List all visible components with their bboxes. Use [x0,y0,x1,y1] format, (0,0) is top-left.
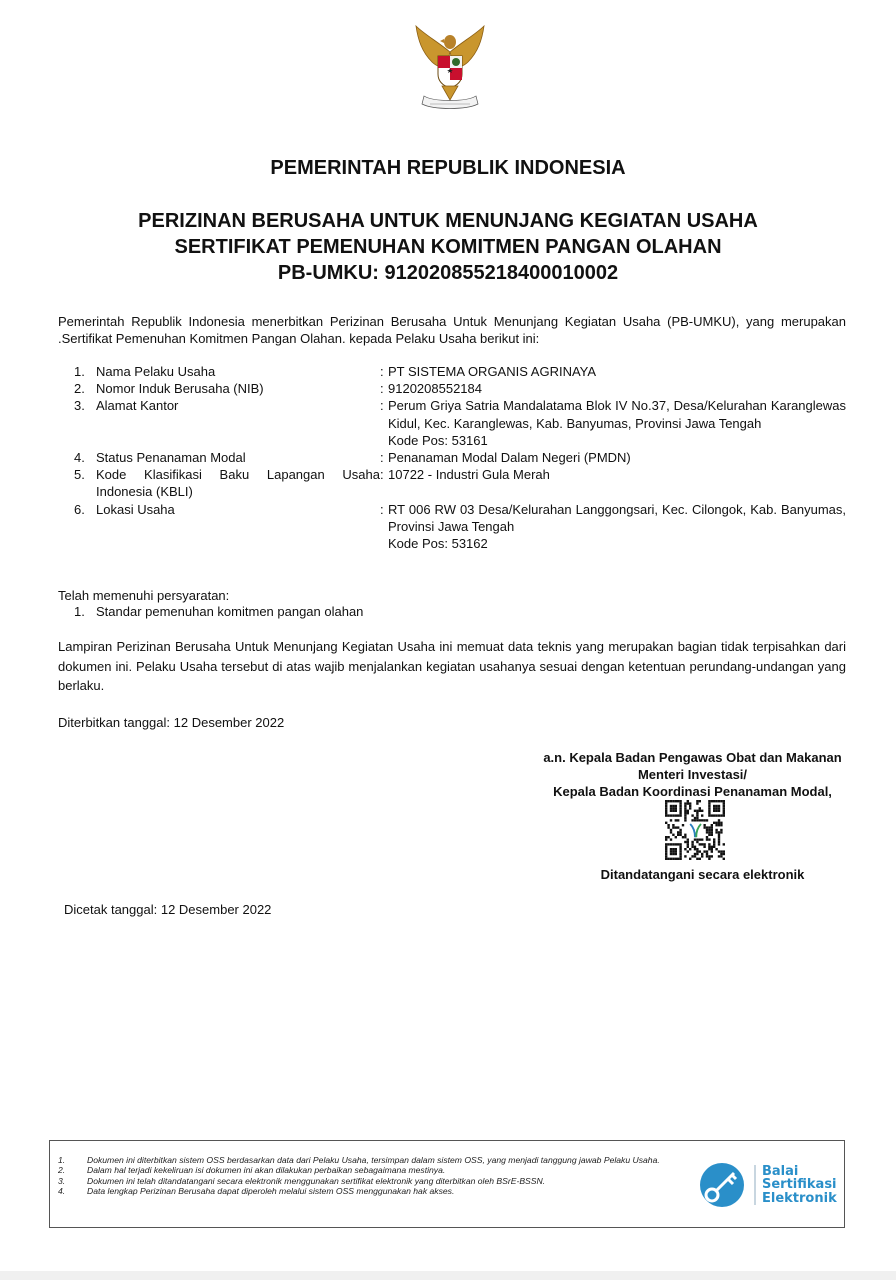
field-colon: : [380,364,384,379]
bsre-key-icon [698,1161,746,1209]
field-value-line: RT 006 RW 03 Desa/Kelurahan Langgongsari, Kec. Cilongok, Kab. Banyumas, Provinsi Jawa Tengah [388,501,846,534]
footer-notes [58,1155,698,1197]
bottom-bar [0,1271,896,1280]
field-value-line: Perum Griya Satria Mandalatama Blok IV No.37, Desa/Kelurahan Karanglewas Kidul, Kec. Karanglewas, Kab. Banyumas, Provinsi Jawa Tengah [388,398,846,431]
field-number: 1. [74,364,85,379]
field-label: Nomor Induk Berusaha (NIB) [96,381,264,397]
garuda-emblem-icon [410,22,490,114]
signature-line-3: Kepala Badan Koordinasi Penanaman Modal, [553,784,832,799]
field-row [58,501,846,553]
field-number: 3. [74,398,85,414]
field-value [388,501,846,553]
note-text: Dokumen ini telah ditandatangani secara elektronik menggunakan sertifikat elektronik yang diterbitkan oleh BSrE-BSSN. [87,1175,546,1186]
intro-paragraph: Pemerintah Republik Indonesia menerbitkan Perizinan Berusaha Untuk Menunjang Kegiatan Usaha (PB-UMKU), yang merupakan .Sertifikat Pemenuhan Komitmen Pangan Olahan. kepada Pelaku Usaha berikut ini: [58,314,846,346]
field-value-line: Penanaman Modal Dalam Negeri (PMDN) [388,450,631,466]
field-row [58,363,846,380]
requirement-text: Standar pemenuhan komitmen pangan olahan [96,604,364,619]
note-text: Data lengkap Perizinan Berusaha dapat diperoleh melalui sistem OSS menggunakan hak akses. [87,1186,455,1197]
field-number: 4. [74,450,85,466]
field-value [388,363,846,380]
field-value [388,466,846,500]
field-label: Kode Klasifikasi Baku Lapangan Usaha Indonesia (KBLI) [96,467,380,500]
field-value-line: Kode Pos: 53161 [388,432,488,448]
field-colon: : [380,467,384,483]
signature-line-1: a.n. Kepala Badan Pengawas Obat dan Makanan [543,750,842,765]
note-text: Dalam hal terjadi kekeliruan isi dokumen ini akan dilakukan perbaikan sebagaimana mestinya. [87,1165,446,1176]
bsre-line-3: Elektronik [762,1190,837,1206]
requirement-number: 1. [74,604,85,619]
field-label: Nama Pelaku Usaha [96,364,216,379]
printed-date: Dicetak tanggal: 12 Desember 2022 [64,902,272,917]
qr-code-icon[interactable] [665,800,725,860]
field-value-line: PT SISTEMA ORGANIS AGRINAYA [388,364,597,379]
issued-date: Diterbitkan tanggal: 12 Desember 2022 [58,715,285,730]
lampiran-paragraph: Lampiran Perizinan Berusaha Untuk Menunjang Kegiatan Usaha ini memuat data teknis yang merupakan bagian tidak terpisahkan dari dokumen ini. Pelaku Usaha tersebut di atas wajib menjalankan kegiatan usahanya sesuai dengan ketentuan perundang-undangan yang berlaku. [58,639,846,693]
bsre-line-2: Sertifikasi [762,1177,837,1193]
note-text: Dokumen ini diterbitkan sistem OSS berdasarkan data dari Pelaku Usaha, tersimpan dalam sistem OSS, yang menjadi tanggung jawab Pelaku Usaha. [87,1155,660,1165]
field-colon: : [380,450,384,466]
title-line-1: PERIZINAN BERUSAHA UNTUK MENUNJANG KEGIATAN USAHA [138,210,758,232]
requirements-title: Telah memenuhi persyaratan: [58,588,230,603]
field-row [58,449,846,466]
footer-note [58,1165,698,1175]
footer-note [58,1186,698,1196]
field-value [388,449,846,466]
footer-note [58,1155,698,1165]
field-row [58,380,846,397]
note-number: 4. [58,1186,66,1197]
signature-block [530,749,855,800]
field-row [58,397,846,449]
field-number: 2. [74,381,85,397]
field-number: 5. [74,467,85,483]
field-number: 6. [74,501,85,517]
government-heading: PEMERINTAH REPUBLIK INDONESIA [270,157,626,179]
field-value [388,380,846,397]
field-row [58,466,846,500]
certificate-title [0,208,896,286]
signature-line-2: Menteri Investasi/ [637,767,748,782]
title-line-2: SERTIFIKAT PEMENUHAN KOMITMEN PANGAN OLAHAN [174,236,722,258]
bsre-line-1: Balai [762,1163,799,1179]
note-number: 2. [58,1165,66,1176]
field-label: Alamat Kantor [96,398,179,414]
bsre-logo-text [754,1165,837,1206]
field-value-line: 9120208552184 [388,381,482,397]
field-value-line: 10722 - Industri Gula Merah [388,467,550,483]
field-label: Lokasi Usaha [96,501,175,517]
note-number: 1. [58,1155,66,1165]
footer-note [58,1176,698,1186]
bsre-logo [698,1153,838,1217]
field-colon: : [380,398,384,414]
field-colon: : [380,381,384,397]
field-colon: : [380,501,384,517]
note-number: 3. [58,1175,66,1186]
title-line-3: PB-UMKU: 91202085521840001000​2 [277,262,619,284]
field-value [388,397,846,449]
field-value-line: Kode Pos: 53162 [388,536,488,552]
signed-electronically: Ditandatangani secara elektronik [600,867,805,882]
business-fields [58,363,846,552]
requirement-item [74,604,363,619]
field-label: Status Penanaman Modal [96,450,246,466]
